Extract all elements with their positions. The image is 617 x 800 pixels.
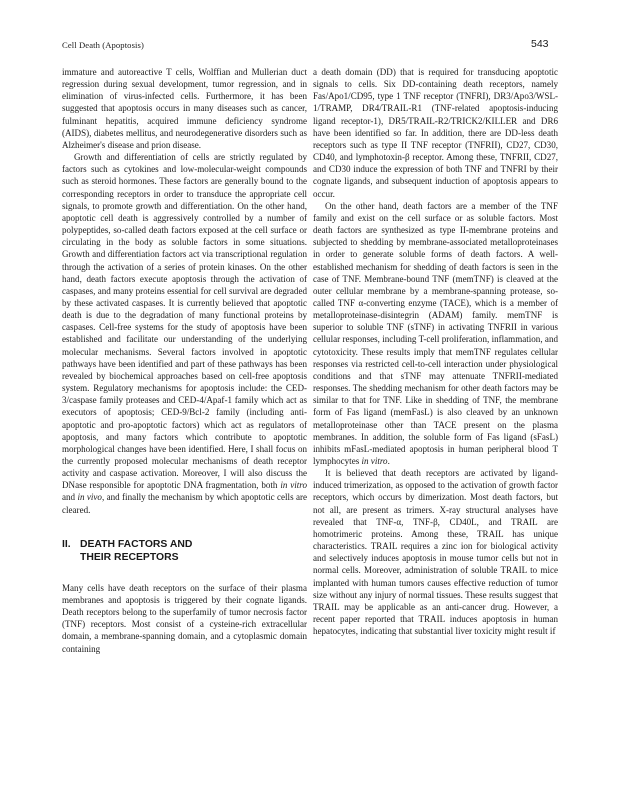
italic-in-vitro: in vitro (280, 480, 307, 491)
left-paragraph-2 (62, 151, 307, 516)
right-paragraph-2 (313, 200, 558, 467)
section-heading (62, 538, 307, 564)
italic-in-vivo: in vivo (77, 492, 102, 503)
section-title-line-1: DEATH FACTORS AND (80, 538, 193, 550)
section-number: II. (62, 538, 71, 550)
right-paragraph-3: It is believed that death receptors are activated by ligand-induced trimerization, as opposed to the activation of growth factor receptors, which occurs by dimerization. Most death factors, but not all, are present as trimers. X-ray structural analyses have revealed that TNF-α, TNF-β, CD40L, and TRAIL are homotrimeric proteins. Among these, TRAIL has unique characteristics. TRAIL requires a zinc ion for biological activity and selectively induces apoptosis in mouse tumor cells but not in normal cells. Moreover, administration of soluble TRAIL to mice implanted with human tumors causes effective reduction of tumor size without any injury of normal tissues. These results suggest that TRAIL may be applicable as an anti-cancer drug. However, a recent paper reported that TRAIL induces apoptosis in human hepatocytes, indicating that substantial liver toxicity might result if (313, 468, 558, 637)
page-number: 543 (531, 38, 549, 50)
section-title-line-2: THEIR RECEPTORS (80, 551, 179, 563)
right-paragraph-2-end: . (387, 456, 390, 466)
left-paragraph-3: Many cells have death receptors on the surface of their plasma membranes and apoptosis is triggered by their cognate ligands. Death receptors belong to the superfamily of tumor necrosis factor (TNF) receptors. Most consist of a cysteine-rich extracellular domain, a membrane-spanning domain, and a cytoplasmic domain containing (62, 582, 307, 654)
left-paragraph-2-text: Growth and differentiation of cells are strictly regulated by factors such as cytokines and low-molecular-weight compounds such as steroid hormones. These factors are generally bound to the corresponding receptors in order to transduce the appropriate cell signals, to promote growth and differentiation. On the other hand, apoptotic cell death is aggressively controlled by a number of polypeptides, so-called death factors exposed at the cell surface or circulating in the body as soluble factors in some situations. Growth and differentiation factors act via transcriptional regulation through the activation of a series of protein kinases. On the other hand, death factors execute apoptosis through the activation of caspases, and many proteins essential for cell survival are degraded by these activated caspases. It is currently believed that apoptotic death is due to the degradation of many functional proteins by caspases. Cell-free systems for the study of apoptosis have been established and facilitate our understanding of the underlying molecular mechanisms. Several factors involved in apoptotic pathways have been identified and part of these pathways has been revealed by biochemical approaches based on cell-free apoptosis system. Regulatory mechanisms for apoptosis include: the CED-3/caspase family proteases and CED-4/Apaf-1 family which act as executors of apoptosis; CED-9/Bcl-2 family (including anti-apoptotic and pro-apoptotic factors) which act as regulators of apoptosis, and many factors which contribute to apoptotic morphological changes have been identified. Here, I shall focus on the currently proposed molecular mechanisms of death receptor activity and caspase activation. Moreover, I will also discuss the DNase responsible for apoptotic DNA fragmentation, both (62, 152, 307, 491)
left-paragraph-2-end: , and finally the mechanism by which apoptotic cells are cleared. (62, 492, 308, 515)
running-head: Cell Death (Apoptosis) (62, 40, 144, 50)
right-paragraph-1: a death domain (DD) that is required for transducing apoptotic signals to cells. Six DD-containing death receptors, namely Fas/Apo1/CD95, type 1 TNF receptor (TNFRI), DR3/Apo3/WSL-1/TRAMP, DR4/TRAIL-R1 (TNF-related apoptosis-inducing ligand receptor-1), DR5/TRAIL-R2/TRICK2/KILLER and DR6 have been identified so far. In addition, there are DD-less death receptors such as type II TNF receptor (TNFRII), CD27, CD30, CD40, and lymphotoxin-β receptor. Among these, TNFRII, CD27, and CD30 induce the expression of both TNF and TNFRI by their cognate ligands, and subsequent induction of apoptosis appears to occur. (313, 67, 558, 199)
left-column (62, 66, 307, 655)
left-paragraph-1: immature and autoreactive T cells, Wolffian and Mullerian duct regression during sexual development, tumor regression, and in elimination of virus-infected cells. Furthermore, it has been suggested that apoptosis occurs in many diseases such as cancer, fulminant hepatitis, acquired immune deficiency syndrome (AIDS), diabetes mellitus, and neurodegenerative disorders such as Alzheimer's disease and prion disease. (62, 67, 307, 150)
right-paragraph-2-text: On the other hand, death factors are a member of the TNF family and exist on the cell surface or as soluble factors. Most death factors are synthesized as type II-membrane proteins and subjected to shedding by membrane-associated metalloproteinases in order to generate soluble forms of death factors. A well-established mechanism for shedding of death factors is seen in the case of TNF. Membrane-bound TNF (memTNF) is cleaved at the outer cellular membrane by a membrane-spanning protease, so-called TNF α-converting enzyme (TACE), which is a member of metalloproteinase-disintegrin (ADAM) family. memTNF is superior to soluble TNF (sTNF) in activating TNFRII in various cellular responses, including T-cell proliferation, inflammation, and cytotoxicity. These results imply that memTNF regulates cellular responses via restricted cell-to-cell interaction under physiological conditions and that sTNF may attenuate TNFRII-mediated responses. The shedding mechanism for other death factors may be similar to that for TNF. Like in shedding of TNF, the membrane form of Fas ligand (memFasL) is also cleaved by an unknown metalloproteinase other than TACE present on the plasma membranes. In addition, the soluble form of Fas ligand (sFasL) inhibits mFasL-mediated apoptosis in human peripheral blood T lymphocytes (313, 200, 558, 466)
right-column (313, 66, 558, 637)
italic-in-vitro-right: in vitro (361, 456, 388, 466)
connector-and: and (62, 492, 78, 503)
